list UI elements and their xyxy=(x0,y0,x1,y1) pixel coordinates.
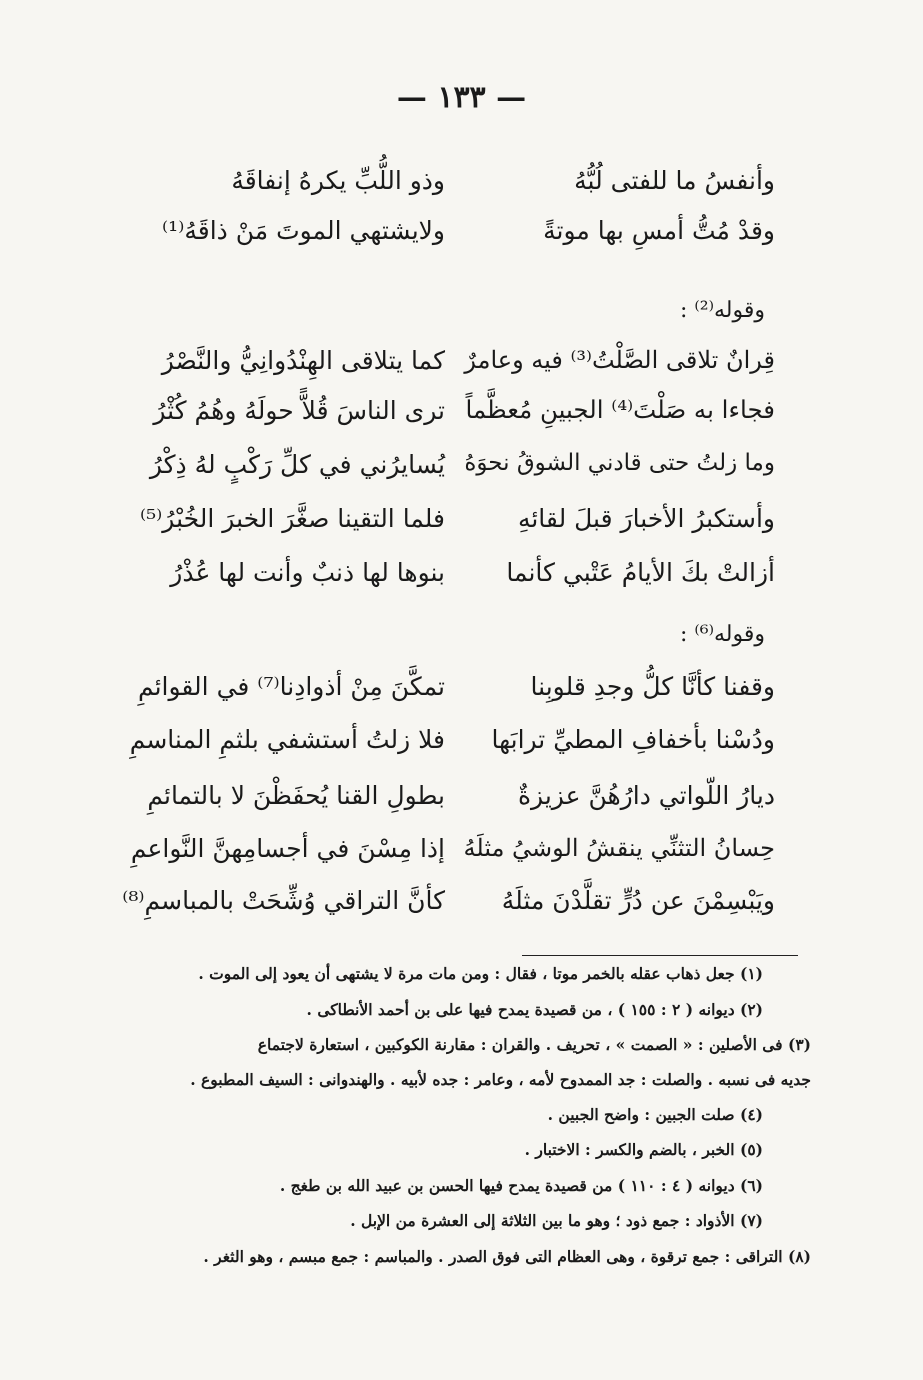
poem1-line1-hemistich2: وذو اللُّبِّ يكرهُ إنفاقَهُ xyxy=(231,166,445,195)
poem2-line5-hemistich2: بنوها لها ذنبٌ وأنت لها عُذْرُ xyxy=(170,558,445,587)
page-number: — ١٣٣ — xyxy=(396,80,527,115)
poem3-line2-hemistich1: ودُسْنا بأخفافِ المطيِّ ترابَها xyxy=(491,725,775,754)
poem3-line2-hemistich2: فلا زلتُ أستشفي بلثمِ المناسمِ xyxy=(129,725,445,754)
footnote-7: (٧) الأذواد : جمع ذود ؛ وهو ما بين الثلاثة إلى العشرة من الإبل . xyxy=(350,1211,763,1230)
poem2-line1-hemistich1: قِرانٌ تلاقى الصَّلْتُ⁽³⁾ فيه وعامرٌ xyxy=(464,346,775,374)
poem2-line5-hemistich1: أزالتْ بكَ الأيامُ عَتْبي كأنما xyxy=(506,558,775,587)
footnote-6: (٦) ديوانه ( ٤ : ١١٠ ) من قصيدة يمدح فيها الحسن بن عبيد الله بن طغج . xyxy=(279,1176,763,1195)
poem1-line1-hemistich1: وأنفسُ ما للفتى لُبُّهُ xyxy=(574,166,775,195)
poem3-line1-hemistich1: وقفنا كأنَّا كلُّ وجدِ قلوبِنا xyxy=(530,672,775,701)
poem3-line5-hemistich1: ويَبْسِمْنَ عن دُرٍّ تقلَّدْنَ مثلَهُ xyxy=(501,886,775,915)
poem2-line3-hemistich1: وما زلتُ حتى قادني الشوقُ نحوَهُ xyxy=(464,450,775,476)
poem2-line1-hemistich2: كما يتلاقى الهِنْدُوانِيُّ والنَّصْرُ xyxy=(161,346,445,375)
footnote-divider xyxy=(522,955,798,956)
poem1-line2-hemistich1: وقدْ مُتُّ أمسِ بها موتةً xyxy=(543,216,775,245)
poem3-line5-hemistich2: كأنَّ التراقي وُشِّحَتْ بالمباسمِ⁽⁸⁾ xyxy=(122,886,445,915)
poem2-intro: وقوله⁽²⁾ : xyxy=(679,298,765,323)
poem2-line2-hemistich2: ترى الناسَ قُلاًّ حولَهُ وهُمُ كُثْرُ xyxy=(153,396,445,425)
poem3-line3-hemistich1: ديارُ اللّواتي دارُهُنَّ عزيزةٌ xyxy=(517,781,775,810)
poem2-line4-hemistich1: وأستكبرُ الأخبارَ قبلَ لقائهِ xyxy=(517,504,775,533)
poem1-line2-hemistich2: ولايشتهي الموتَ مَنْ ذاقَهُ⁽¹⁾ xyxy=(162,216,445,245)
footnote-1: (١) جعل ذهاب عقله بالخمر موتا ، فقال : ومن مات مرة لا يشتهى أن يعود إلى الموت . xyxy=(198,964,763,983)
footnote-4: (٤) صلت الجبين : واضح الجبين . xyxy=(547,1105,763,1124)
poem3-line1-hemistich2: تمكَّنَ مِنْ أذوادِنا⁽⁷⁾ في القوائمِ xyxy=(137,672,445,701)
poem2-line3-hemistich2: يُسايرُني في كلِّ رَكْبٍ لهُ ذِكْرُ xyxy=(149,450,445,479)
footnote-2: (٢) ديوانه ( ٢ : ١٥٥ ) ، من قصيدة يمدح فيها على بن أحمد الأنطاكى . xyxy=(306,1000,763,1019)
footnote-3: (٣) فى الأصلين : « الصمت » ، تحريف . والقران : مقارنة الكوكبين ، استعارة لاجتماع xyxy=(257,1035,811,1054)
poem3-line4-hemistich2: إذا مِسْنَ في أجسامِهنَّ النَّواعمِ xyxy=(130,834,445,863)
poem3-intro: وقوله⁽⁶⁾ : xyxy=(679,622,765,647)
poem3-line3-hemistich2: بطولِ القنا يُحفَظْنَ لا بالتمائمِ xyxy=(147,781,445,810)
footnote-3-continued: جديه فى نسبه . والصلت : جد الممدوح لأمه ، وعامر : جده لأبيه . والهندوانى : السيف المطبوع . xyxy=(190,1070,811,1089)
poem2-line4-hemistich2: فلما التقينا صغَّرَ الخبرَ الخُبْرُ⁽⁵⁾ xyxy=(139,504,445,533)
poem3-line4-hemistich1: حِسانُ التثنِّي ينقشُ الوشيُ مثلَهُ xyxy=(463,834,775,862)
footnote-5: (٥) الخبر ، بالضم والكسر : الاختبار . xyxy=(524,1140,763,1159)
footnote-8: (٨) التراقى : جمع ترقوة ، وهى العظام التى فوق الصدر . والمباسم : جمع مبسم ، وهو الثغر . xyxy=(203,1247,811,1266)
poem2-line2-hemistich1: فجاءا به صَلْتَ⁽⁴⁾ الجبينِ مُعظَّماً xyxy=(465,395,775,424)
